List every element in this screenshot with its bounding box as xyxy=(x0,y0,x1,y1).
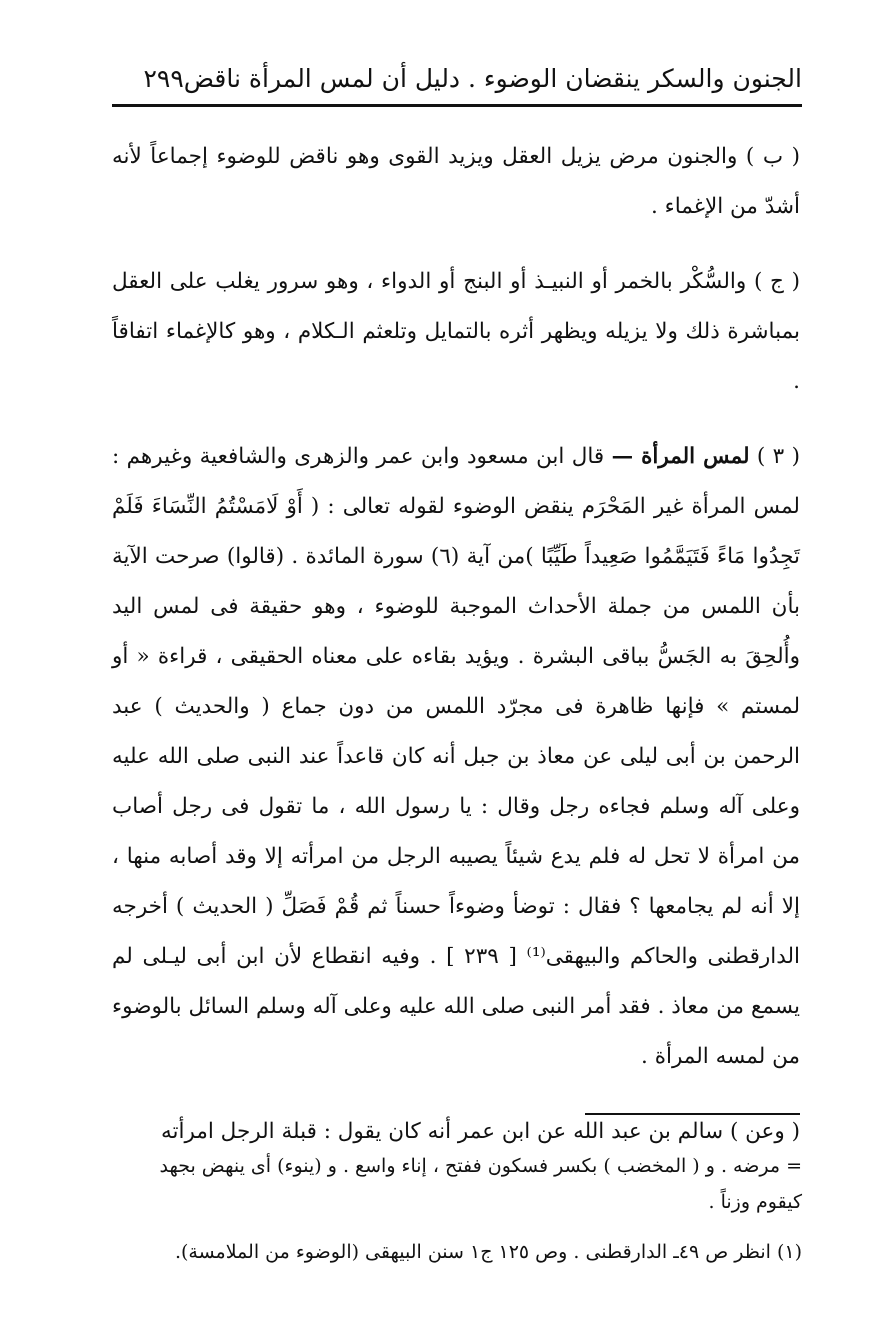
main-text xyxy=(112,132,800,1157)
paragraph-salim: ( وعن ) سالم بن عبد الله عن ابن عمر أنه كان يقول : قبلة الرجل امرأته xyxy=(161,1119,800,1144)
paragraph-3-number: ( ٣ ) xyxy=(756,444,800,469)
footnote-1: (١) انظر ص ٤٩ـ الدارقطنى . وص ١٢٥ ج١ سنن البيهقى (الوضوء من الملامسة). xyxy=(174,1241,802,1263)
paragraph-3-text: قال ابن مسعود وابن عمر والزهرى والشافعية وغيرهم : لمس المرأة غير المَحْرَم ينقض الوضوء لقوله تعالى : ( أَوْ لَامَسْتُمُ النِّسَاءَ فَلَمْ تَجِدُوا مَاءً فَتَيَمَّمُوا صَعِيداً طَيِّبًا )من آية (٦) سورة المائدة . (قالوا) صرحت الآية بأن اللمس من جملة الأحداث الموجبة للوضوء ، وهو حقيقة فى لمس اليد وأُلحِقَ به الجَسُّ بباقى البشرة . ويؤيد بقاءه على معناه الحقيقى ، قراءة « أو لمستم » فإنها ظاهرة فى مجرّد اللمس من دون جماع ( والحديث ) عبد الرحمن بن أبى ليلى عن معاذ بن جبل أنه كان قاعداً عند النبى صلى الله عليه وعلى آله وسلم فجاءه رجل وقال : يا رسول الله ، ما تقول فى رجل أصاب من امرأة لا تحل له فلم يدع شيئاً يصيبه الرجل من امرأته إلا وقد أصابه منها ، إلا أنه لم يجامعها ؟ فقال : توضأ وضوءاً حسناً ثم قُمْ فَصَلِّ ( الحديث ) أخرجه الدارقطنى والحاكم والبيهقى⁽¹⁾ [ ٢٣٩ ] . وفيه انقطاع لأن ابن أبى ليـلى لم يسمع من معاذ . فقد أمر النبى صلى الله عليه وعلى آله وسلم السائل بالوضوء من لمسه المرأة . xyxy=(112,444,801,1069)
paragraph-3 xyxy=(112,432,800,1082)
paragraph-b: ( ب ) والجنون مرض يزيل العقل ويزيد القوى وهو ناقض للوضوء إجماعاً لأنه أشدّ من الإغماء . xyxy=(112,144,800,219)
paragraph-c: ( ج ) والسُّكْر بالخمر أو النبيـذ أو البنج أو الدواء ، وهو سرور يغلب على العقل بمباشرة ذلك ولا يزيله ويظهر أثره بالتمايل وتلعثم الـكلام ، وهو كالإغماء اتفاقاً . xyxy=(112,269,800,394)
header-rule xyxy=(112,104,802,107)
paragraph-3-term: لمس المرأة — xyxy=(611,444,750,469)
footnote-rule xyxy=(585,1113,800,1115)
running-title: الجنون والسكر ينقضان الوضوء . دليل أن لمس المرأة ناقض xyxy=(183,63,802,93)
running-header xyxy=(112,58,802,98)
footnotes xyxy=(112,1148,802,1270)
page-number: ٢٩٩ xyxy=(143,63,184,93)
footnote-continuation: = مرضه . و ( المخضب ) بكسر فسكون ففتح ، إناء واسع . و (ينوء) أى ينهض بجهد كيقوم وزناً . xyxy=(159,1155,802,1213)
